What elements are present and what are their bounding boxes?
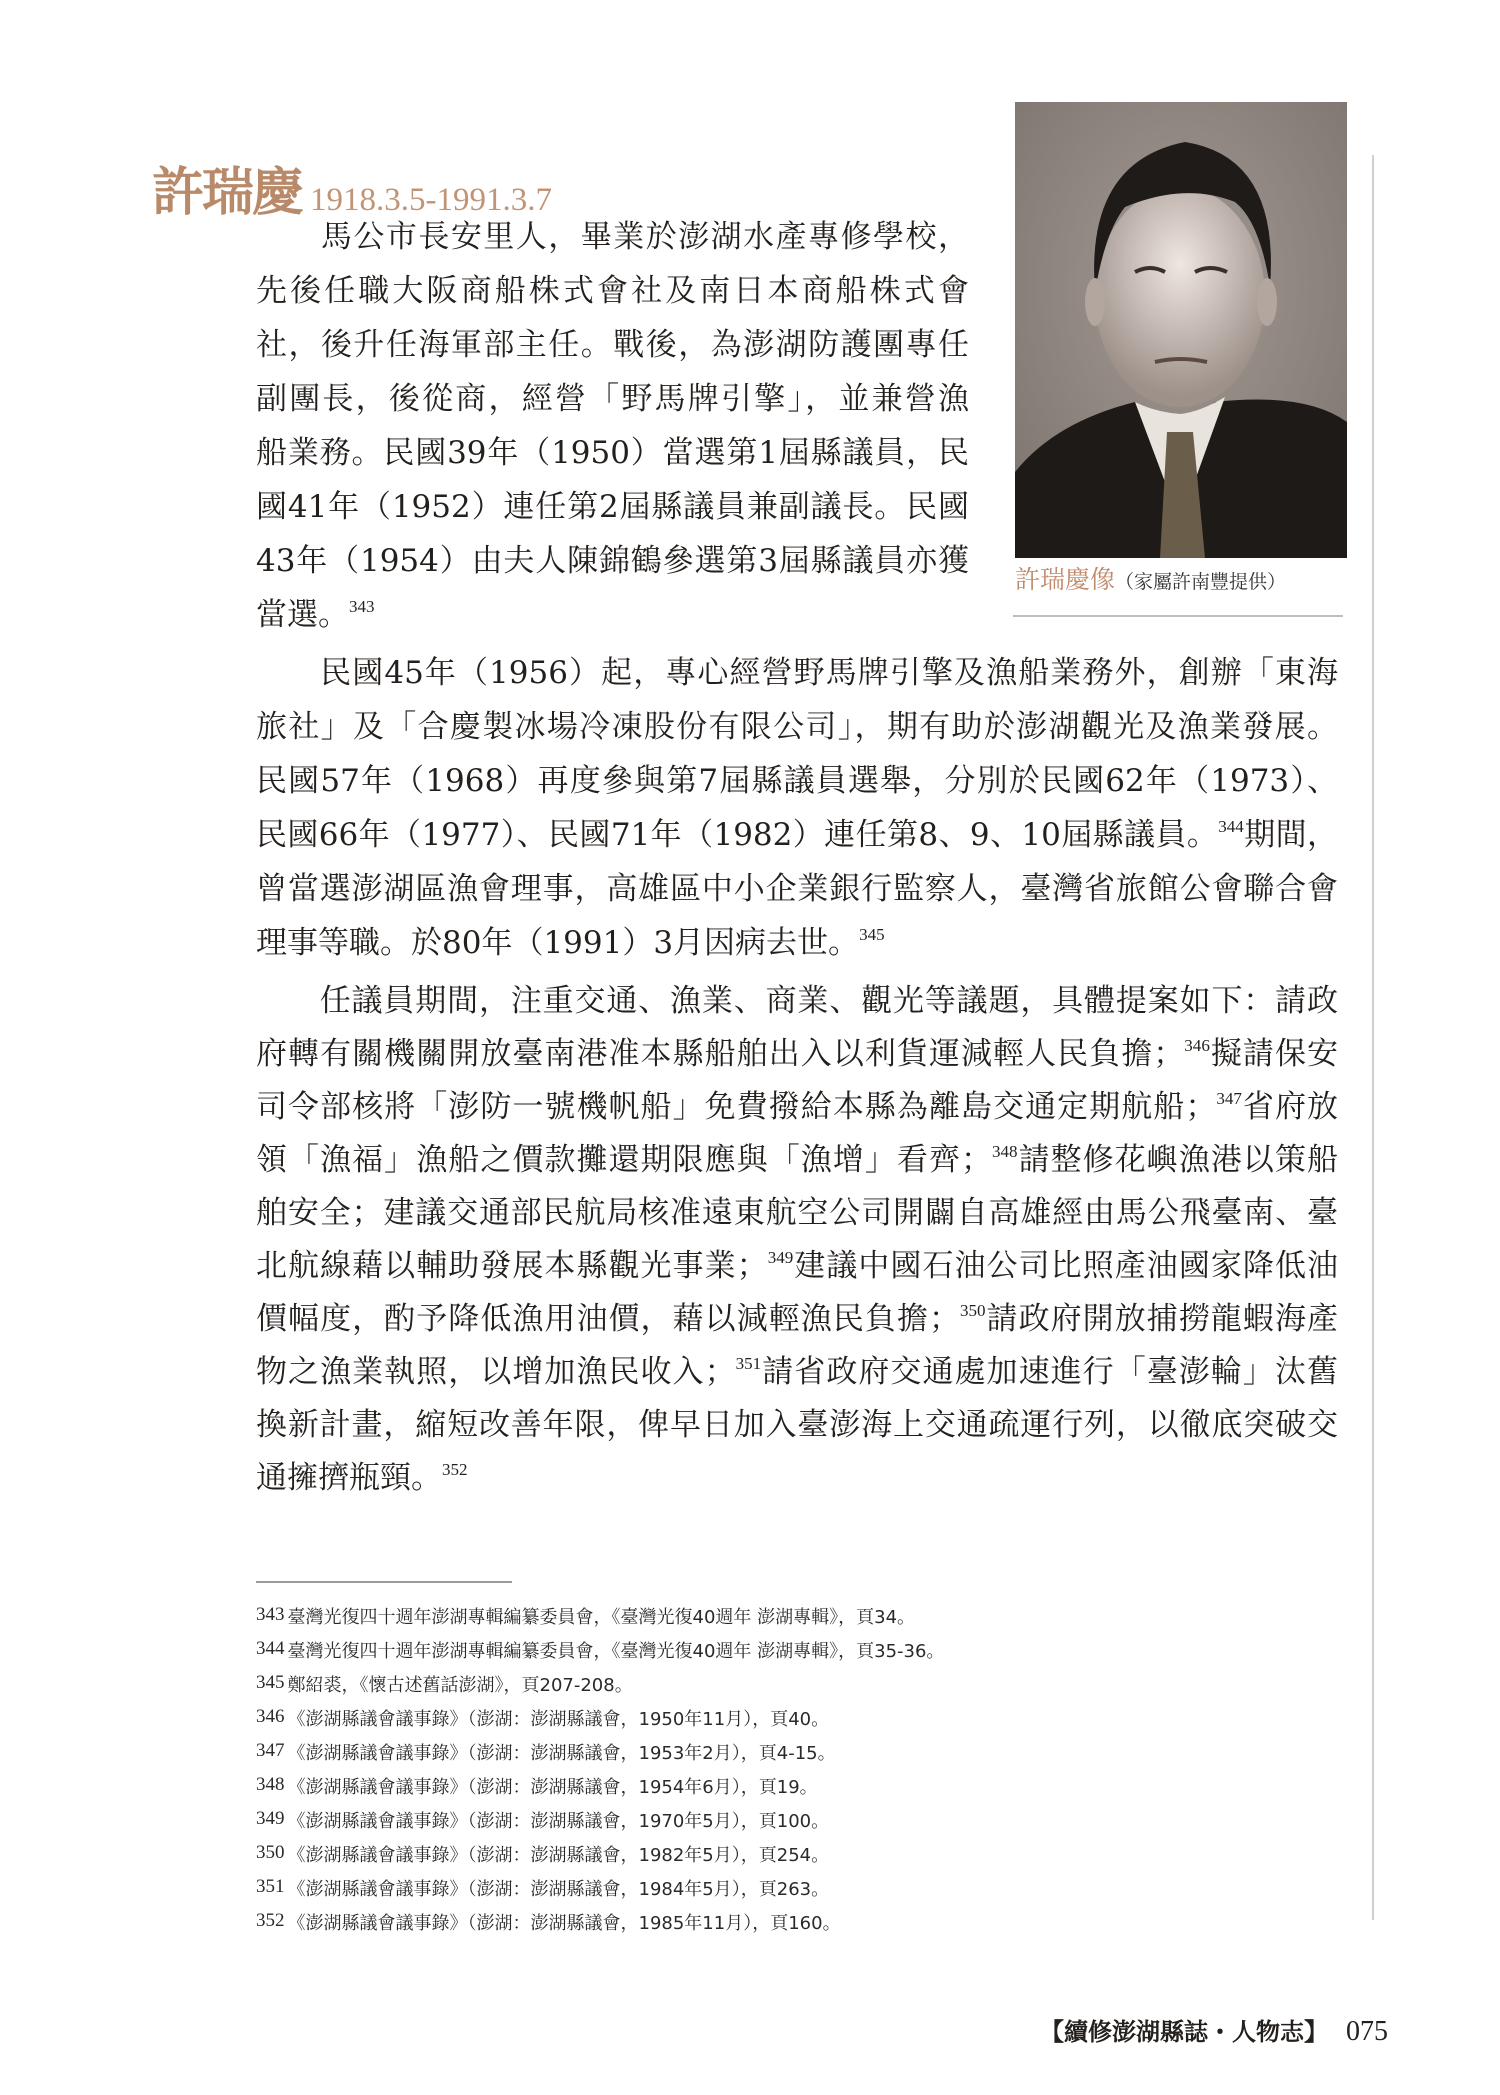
- line-text: 國41年（1952）連任第2屆縣議員兼副議長。民國: [256, 489, 969, 525]
- line-text: 民國45年（1956）起，專心經營野馬牌引擎及漁船業務外，創辦「東海: [256, 655, 1338, 691]
- footnote-number: 347: [256, 1740, 285, 1761]
- body-line: [256, 264, 969, 318]
- body-line: [256, 1345, 1338, 1399]
- footnote: [256, 1838, 829, 1871]
- footnote-number: 346: [256, 1706, 285, 1727]
- line-text: 領「漁福」漁船之價款攤還期限應與「漁增」看齊；: [256, 1142, 992, 1178]
- footnote-ref[interactable]: 351: [735, 1354, 762, 1374]
- footnote-number: 350: [256, 1842, 285, 1863]
- line-text: 司令部核將「澎防一號機帆船」免費撥給本縣為離島交通定期航船；: [256, 1089, 1217, 1125]
- line-text: 請政府開放捕撈龍蝦海產: [985, 1301, 1338, 1337]
- footnote-text: 《澎湖縣議會議事錄》（澎湖：澎湖縣議會，1950年11月），頁40。: [287, 1709, 830, 1730]
- caption-divider: [1013, 615, 1343, 617]
- footnote-number: 351: [256, 1876, 285, 1897]
- body-line: [256, 974, 1338, 1028]
- footnote: [256, 1668, 633, 1701]
- body-line: [256, 808, 1338, 862]
- line-text: 價幅度，酌予降低漁用油價，藉以減輕漁民負擔；: [256, 1301, 960, 1337]
- body-line: [256, 1027, 1338, 1081]
- body-line: [256, 588, 969, 642]
- line-text: 府轉有關機關開放臺南港准本縣船舶出入以利貨運減輕人民負擔；: [256, 1036, 1185, 1072]
- body-line: [256, 426, 969, 480]
- line-text: 社，後升任海軍部主任。戰後，為澎湖防護團專任: [256, 327, 969, 363]
- footnote-ref[interactable]: 350: [959, 1301, 986, 1321]
- line-text: 當選。: [256, 597, 349, 633]
- footnote: [256, 1702, 829, 1735]
- footnote: [256, 1634, 944, 1667]
- body-line: [256, 1186, 1338, 1240]
- portrait-photo: [1015, 102, 1347, 558]
- footnote-text: 鄭紹裘，《懷古述舊話澎湖》，頁207-208。: [287, 1675, 633, 1696]
- body-line: [256, 480, 969, 534]
- line-text: 北航線藉以輔助發展本縣觀光事業；: [256, 1248, 768, 1284]
- footnote-number: 352: [256, 1910, 285, 1931]
- line-text: 43年（1954）由夫人陳錦鶴參選第3屆縣議員亦獲: [256, 543, 969, 579]
- footnote: [256, 1906, 841, 1939]
- footnote-number: 349: [256, 1808, 285, 1829]
- line-text: 請整修花嶼漁港以策船: [1017, 1142, 1338, 1178]
- body-line: [256, 1398, 1338, 1452]
- line-text: 副團長，後從商，經營「野馬牌引擎」，並兼營漁: [256, 381, 969, 417]
- footnote-ref[interactable]: 346: [1184, 1036, 1210, 1056]
- body-line: [256, 318, 969, 372]
- caption-source: （家屬許南豐提供）: [1115, 571, 1287, 593]
- footnote: [256, 1600, 915, 1633]
- body-line: [256, 754, 1338, 808]
- line-text: 任議員期間，注重交通、漁業、商業、觀光等議題，具體提案如下：請政: [256, 983, 1338, 1019]
- photo-caption: [1015, 560, 1286, 596]
- line-text: 馬公市長安里人，畢業於澎湖水產專修學校，: [256, 219, 969, 255]
- footnote: [256, 1872, 829, 1905]
- footnote-number: 344: [256, 1638, 285, 1659]
- body-line: [256, 534, 969, 588]
- life-dates: 1918.3.5-1991.3.7: [310, 182, 553, 218]
- body-line: [256, 1451, 1338, 1505]
- footnote-divider: [256, 1581, 512, 1583]
- line-text: 建議中國石油公司比照產油國家降低油: [793, 1248, 1339, 1284]
- footnote-number: 343: [256, 1604, 285, 1625]
- footnote-text: 《澎湖縣議會議事錄》（澎湖：澎湖縣議會，1984年5月），頁263。: [287, 1879, 830, 1900]
- body-line: [256, 862, 1338, 916]
- line-text: 舶安全；建議交通部民航局核准遠東航空公司開闢自高雄經由馬公飛臺南、臺: [256, 1195, 1338, 1231]
- footnote-number: 348: [256, 1774, 285, 1795]
- footnote: [256, 1770, 818, 1803]
- line-text: 旅社」及「合慶製冰場冷凍股份有限公司」，期有助於澎湖觀光及漁業發展。: [256, 709, 1338, 745]
- line-text: 曾當選澎湖區漁會理事，高雄區中小企業銀行監察人，臺灣省旅館公會聯合會: [256, 871, 1338, 907]
- line-text: 通擁擠瓶頸。: [256, 1460, 442, 1496]
- footnote-ref[interactable]: 345: [859, 925, 885, 945]
- body-line: [256, 1292, 1338, 1346]
- body-line: [256, 1080, 1338, 1134]
- footnote: [256, 1736, 836, 1769]
- footnote-ref[interactable]: 352: [442, 1460, 468, 1480]
- line-text: 擬請保安: [1209, 1036, 1339, 1072]
- body-line: [256, 1239, 1338, 1293]
- body-line: [256, 210, 969, 264]
- footnote-text: 臺灣光復四十週年澎湖專輯編纂委員會，《臺灣光復40週年 澎湖專輯》，頁34。: [287, 1607, 916, 1628]
- line-text: 民國66年（1977）、民國71年（1982）連任第8、9、10屆縣議員。: [256, 817, 1219, 853]
- footnote-text: 《澎湖縣議會議事錄》（澎湖：澎湖縣議會，1970年5月），頁100。: [287, 1811, 830, 1832]
- page-number: 075: [1346, 2016, 1388, 2047]
- footnote-text: 《澎湖縣議會議事錄》（澎湖：澎湖縣議會，1985年11月），頁160。: [287, 1913, 841, 1934]
- body-line: [256, 916, 1338, 970]
- footnote-ref[interactable]: 344: [1218, 817, 1244, 837]
- footnote-ref[interactable]: 349: [767, 1248, 794, 1268]
- line-text: 請省政府交通處加速進行「臺澎輪」汰舊: [761, 1354, 1339, 1390]
- margin-rule: [1372, 155, 1374, 1920]
- body-line: [256, 700, 1338, 754]
- body-line: [256, 646, 1338, 700]
- footnote-ref[interactable]: 343: [349, 597, 375, 617]
- body-line: [256, 372, 969, 426]
- line-text: 換新計畫，縮短改善年限，俾早日加入臺澎海上交通疏運行列，以徹底突破交: [256, 1407, 1338, 1443]
- footnote-text: 《澎湖縣議會議事錄》（澎湖：澎湖縣議會，1954年6月），頁19。: [287, 1777, 818, 1798]
- line-text: 民國57年（1968）再度參與第7屆縣議員選舉，分別於民國62年（1973）、: [256, 763, 1338, 799]
- person-name: 許瑞慶: [152, 163, 303, 223]
- page-footer: [1040, 2012, 1388, 2048]
- line-text: 船業務。民國39年（1950）當選第1屆縣議員，民: [256, 435, 969, 471]
- footnote-text: 《澎湖縣議會議事錄》（澎湖：澎湖縣議會，1982年5月），頁254。: [287, 1845, 830, 1866]
- line-text: 省府放: [1241, 1089, 1339, 1125]
- caption-name: 許瑞慶像: [1015, 565, 1116, 594]
- book-title: 【續修澎湖縣誌・人物志】: [1040, 2017, 1328, 2046]
- line-text: 先後任職大阪商船株式會社及南日本商船株式會: [256, 273, 969, 309]
- footnote-text: 《澎湖縣議會議事錄》（澎湖：澎湖縣議會，1953年2月），頁4-15。: [287, 1743, 836, 1764]
- footnote-ref[interactable]: 347: [1216, 1089, 1242, 1109]
- line-text: 理事等職。於80年（1991）3月因病去世。: [256, 925, 860, 961]
- line-text: 物之漁業執照，以增加漁民收入；: [256, 1354, 736, 1390]
- body-line: [256, 1133, 1338, 1187]
- footnote-ref[interactable]: 348: [992, 1142, 1018, 1162]
- footnote-number: 345: [256, 1672, 285, 1693]
- footnote: [256, 1804, 829, 1837]
- footnote-text: 臺灣光復四十週年澎湖專輯編纂委員會，《臺灣光復40週年 澎湖專輯》，頁35-36。: [287, 1641, 945, 1662]
- line-text: 期間，: [1243, 817, 1338, 853]
